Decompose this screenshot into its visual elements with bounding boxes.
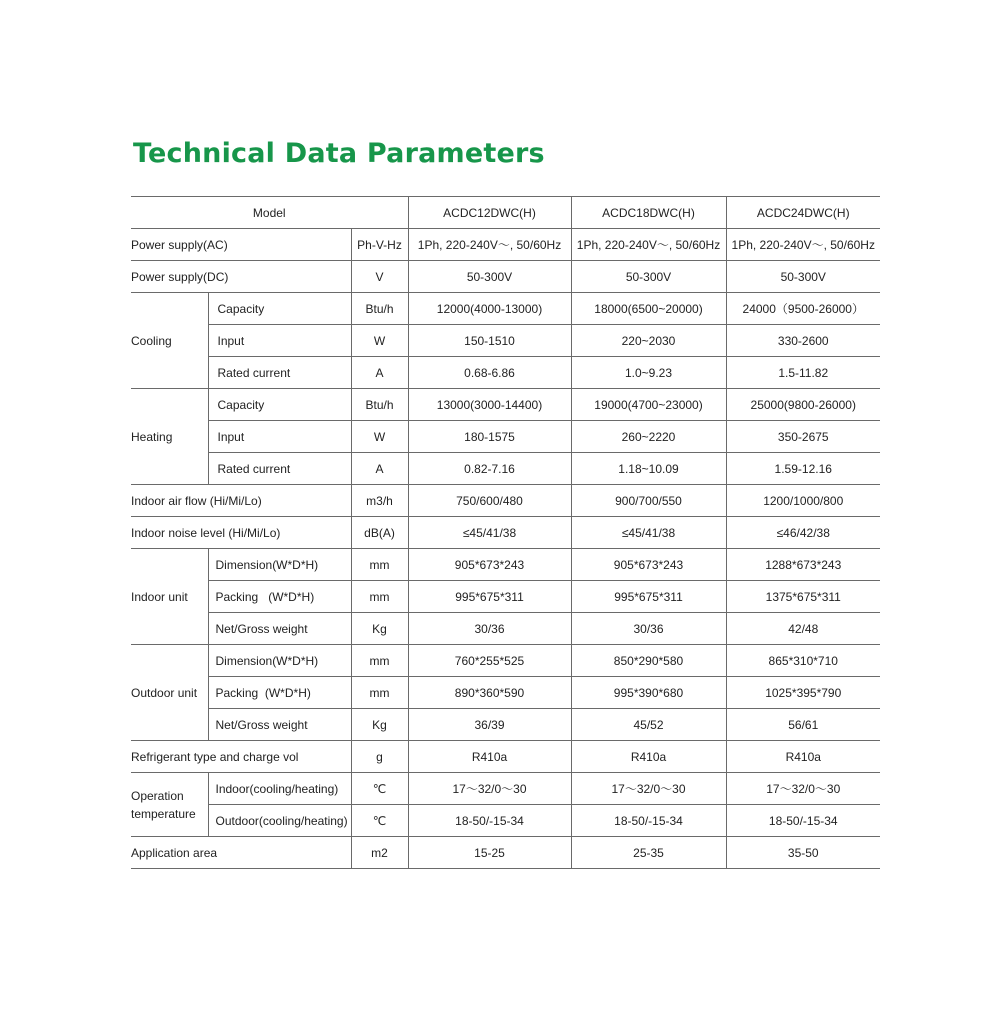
value-cell: 760*255*525 bbox=[408, 645, 571, 677]
value-cell: 18-50/-15-34 bbox=[408, 805, 571, 837]
unit-cell: Ph-V-Hz bbox=[351, 229, 408, 261]
value-cell: 30/36 bbox=[408, 613, 571, 645]
value-cell: 1288*673*243 bbox=[726, 549, 880, 581]
unit-cell: Kg bbox=[351, 709, 408, 741]
table-row bbox=[131, 613, 880, 645]
row-label: Indoor noise level (Hi/Mi/Lo) bbox=[131, 517, 351, 549]
value-cell: 350-2675 bbox=[726, 421, 880, 453]
value-cell: 35-50 bbox=[726, 837, 880, 869]
value-cell: 1200/1000/800 bbox=[726, 485, 880, 517]
table-row bbox=[131, 709, 880, 741]
unit-cell: dB(A) bbox=[351, 517, 408, 549]
row-label: Indoor air flow (Hi/Mi/Lo) bbox=[131, 485, 351, 517]
technical-data-table bbox=[131, 196, 880, 869]
group-label-operation-temperature bbox=[131, 773, 208, 837]
value-cell: 995*675*311 bbox=[571, 581, 726, 613]
value-cell: 150-1510 bbox=[408, 325, 571, 357]
value-cell: 905*673*243 bbox=[571, 549, 726, 581]
row-label: Capacity bbox=[208, 389, 351, 421]
row-label: Application area bbox=[131, 837, 351, 869]
row-label: Rated current bbox=[208, 453, 351, 485]
value-cell: ≤46/42/38 bbox=[726, 517, 880, 549]
table-row bbox=[131, 389, 880, 421]
value-cell: 1.5-11.82 bbox=[726, 357, 880, 389]
value-cell: 0.68-6.86 bbox=[408, 357, 571, 389]
table-row bbox=[131, 357, 880, 389]
row-label: Refrigerant type and charge vol bbox=[131, 741, 351, 773]
value-cell: 900/700/550 bbox=[571, 485, 726, 517]
model-name: ACDC12DWC(H) bbox=[408, 197, 571, 229]
page-title: Technical Data Parameters bbox=[133, 138, 545, 169]
value-cell: 42/48 bbox=[726, 613, 880, 645]
table-row bbox=[131, 805, 880, 837]
table-row bbox=[131, 773, 880, 805]
value-cell: 1025*395*790 bbox=[726, 677, 880, 709]
unit-cell: W bbox=[351, 421, 408, 453]
table-row bbox=[131, 549, 880, 581]
group-label-line: Operation bbox=[131, 788, 184, 803]
row-label: Net/Gross weight bbox=[208, 709, 351, 741]
table-row bbox=[131, 325, 880, 357]
unit-cell: A bbox=[351, 453, 408, 485]
value-cell: 17～32/0～30 bbox=[571, 773, 726, 805]
table-row bbox=[131, 517, 880, 549]
row-label: Input bbox=[208, 421, 351, 453]
row-label: Packing (W*D*H) bbox=[208, 581, 351, 613]
value-cell: 25000(9800-26000) bbox=[726, 389, 880, 421]
value-cell: 18-50/-15-34 bbox=[726, 805, 880, 837]
row-label: Power supply(DC) bbox=[131, 261, 351, 293]
row-label: Dimension(W*D*H) bbox=[208, 549, 351, 581]
model-header: Model bbox=[131, 197, 408, 229]
value-cell: 330-2600 bbox=[726, 325, 880, 357]
table-row bbox=[131, 261, 880, 293]
unit-cell: mm bbox=[351, 581, 408, 613]
value-cell: ≤45/41/38 bbox=[571, 517, 726, 549]
row-label: Capacity bbox=[208, 293, 351, 325]
row-label: Rated current bbox=[208, 357, 351, 389]
value-cell: 1.59-12.16 bbox=[726, 453, 880, 485]
value-cell: 50-300V bbox=[408, 261, 571, 293]
table-row bbox=[131, 581, 880, 613]
value-cell: R410a bbox=[726, 741, 880, 773]
group-label-cooling: Cooling bbox=[131, 293, 208, 389]
value-cell: 25-35 bbox=[571, 837, 726, 869]
group-label-heating: Heating bbox=[131, 389, 208, 485]
table-row bbox=[131, 741, 880, 773]
value-cell: 50-300V bbox=[571, 261, 726, 293]
table-header-row bbox=[131, 197, 880, 229]
value-cell: 180-1575 bbox=[408, 421, 571, 453]
value-cell: 18000(6500~20000) bbox=[571, 293, 726, 325]
table-row bbox=[131, 677, 880, 709]
group-label-outdoor-unit: Outdoor unit bbox=[131, 645, 208, 741]
row-label: Outdoor(cooling/heating) bbox=[208, 805, 351, 837]
value-cell: 17～32/0～30 bbox=[726, 773, 880, 805]
value-cell: 995*390*680 bbox=[571, 677, 726, 709]
value-cell: 220~2030 bbox=[571, 325, 726, 357]
value-cell: 56/61 bbox=[726, 709, 880, 741]
value-cell: 50-300V bbox=[726, 261, 880, 293]
value-cell: 19000(4700~23000) bbox=[571, 389, 726, 421]
unit-cell: ℃ bbox=[351, 773, 408, 805]
value-cell: 24000（9500-26000） bbox=[726, 293, 880, 325]
value-cell: 13000(3000-14400) bbox=[408, 389, 571, 421]
row-label: Dimension(W*D*H) bbox=[208, 645, 351, 677]
table-row bbox=[131, 485, 880, 517]
table-row bbox=[131, 293, 880, 325]
table-row bbox=[131, 229, 880, 261]
group-label-indoor-unit: Indoor unit bbox=[131, 549, 208, 645]
unit-cell: Btu/h bbox=[351, 293, 408, 325]
unit-cell: mm bbox=[351, 677, 408, 709]
unit-cell: W bbox=[351, 325, 408, 357]
value-cell: 0.82-7.16 bbox=[408, 453, 571, 485]
unit-cell: A bbox=[351, 357, 408, 389]
value-cell: 865*310*710 bbox=[726, 645, 880, 677]
value-cell: 36/39 bbox=[408, 709, 571, 741]
value-cell: 15-25 bbox=[408, 837, 571, 869]
value-cell: R410a bbox=[408, 741, 571, 773]
value-cell: 750/600/480 bbox=[408, 485, 571, 517]
table-row bbox=[131, 421, 880, 453]
unit-cell: V bbox=[351, 261, 408, 293]
value-cell: 30/36 bbox=[571, 613, 726, 645]
model-name: ACDC18DWC(H) bbox=[571, 197, 726, 229]
row-label: Net/Gross weight bbox=[208, 613, 351, 645]
value-cell: 260~2220 bbox=[571, 421, 726, 453]
group-label-line: temperature bbox=[131, 806, 196, 821]
value-cell: 1Ph, 220-240V～, 50/60Hz bbox=[726, 229, 880, 261]
value-cell: R410a bbox=[571, 741, 726, 773]
value-cell: 1375*675*311 bbox=[726, 581, 880, 613]
unit-cell: m2 bbox=[351, 837, 408, 869]
value-cell: 18-50/-15-34 bbox=[571, 805, 726, 837]
row-label: Input bbox=[208, 325, 351, 357]
unit-cell: Kg bbox=[351, 613, 408, 645]
value-cell: 17～32/0～30 bbox=[408, 773, 571, 805]
table-row bbox=[131, 837, 880, 869]
row-label: Packing (W*D*H) bbox=[208, 677, 351, 709]
table-row bbox=[131, 645, 880, 677]
value-cell: 995*675*311 bbox=[408, 581, 571, 613]
value-cell: 12000(4000-13000) bbox=[408, 293, 571, 325]
value-cell: ≤45/41/38 bbox=[408, 517, 571, 549]
unit-cell: g bbox=[351, 741, 408, 773]
value-cell: 1Ph, 220-240V～, 50/60Hz bbox=[571, 229, 726, 261]
value-cell: 1.0~9.23 bbox=[571, 357, 726, 389]
unit-cell: ℃ bbox=[351, 805, 408, 837]
unit-cell: Btu/h bbox=[351, 389, 408, 421]
value-cell: 905*673*243 bbox=[408, 549, 571, 581]
table-row bbox=[131, 453, 880, 485]
unit-cell: m3/h bbox=[351, 485, 408, 517]
unit-cell: mm bbox=[351, 549, 408, 581]
value-cell: 890*360*590 bbox=[408, 677, 571, 709]
value-cell: 1.18~10.09 bbox=[571, 453, 726, 485]
row-label: Indoor(cooling/heating) bbox=[208, 773, 351, 805]
model-name: ACDC24DWC(H) bbox=[726, 197, 880, 229]
unit-cell: mm bbox=[351, 645, 408, 677]
value-cell: 850*290*580 bbox=[571, 645, 726, 677]
value-cell: 1Ph, 220-240V～, 50/60Hz bbox=[408, 229, 571, 261]
row-label: Power supply(AC) bbox=[131, 229, 351, 261]
value-cell: 45/52 bbox=[571, 709, 726, 741]
